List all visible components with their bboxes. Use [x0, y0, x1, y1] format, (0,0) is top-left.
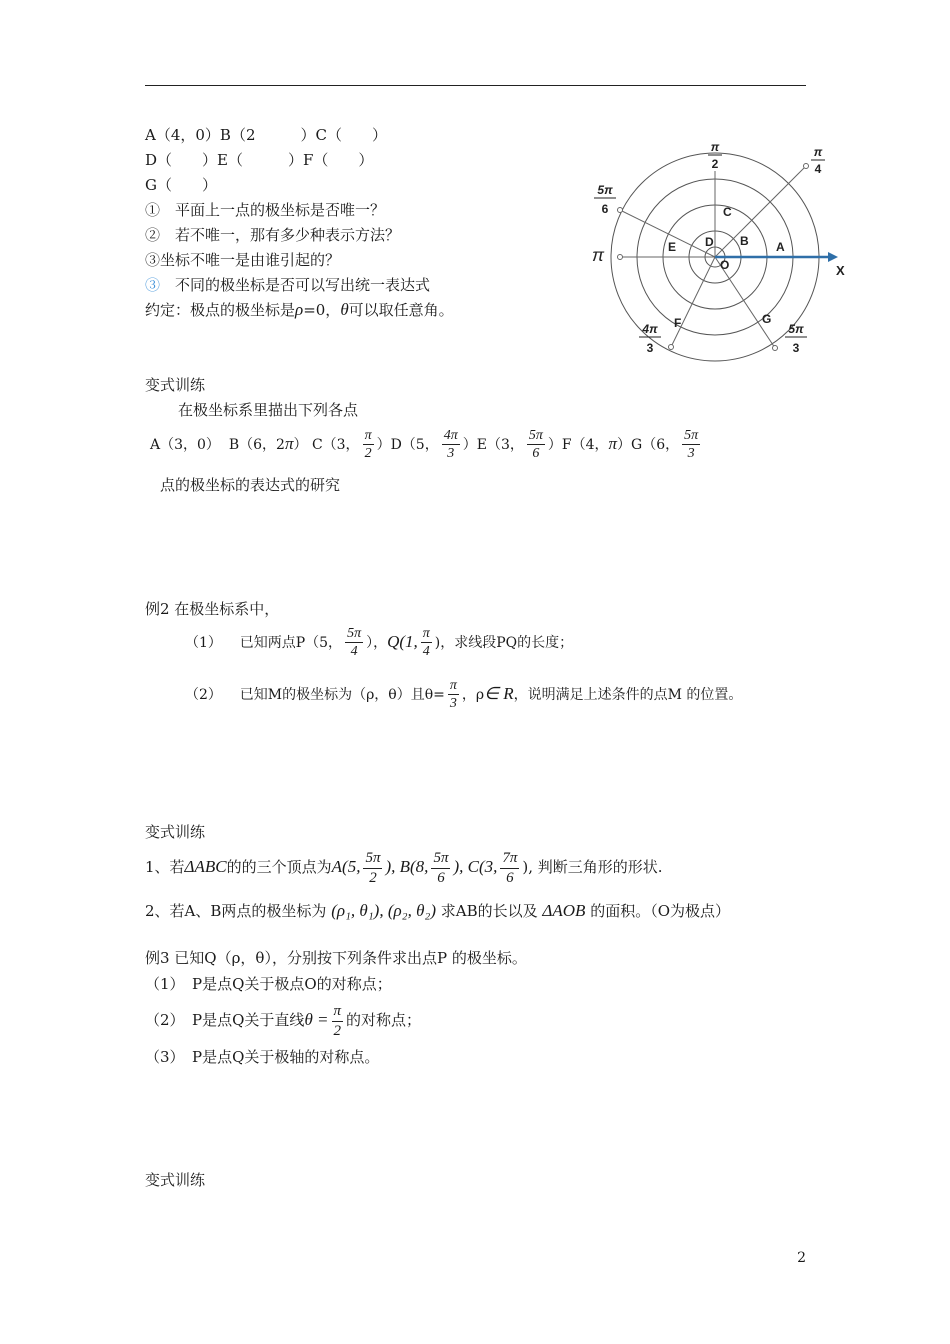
fraction-5pi-over-6: $\frac{5\pi}{6}$	[528, 428, 543, 462]
circled-three: ③	[145, 276, 161, 294]
question-4	[145, 278, 430, 293]
ray-end-marker	[618, 208, 623, 213]
label-pi: π	[591, 245, 605, 265]
label-5pi-over-3-den: 3	[792, 341, 800, 355]
page-number: 2	[797, 1250, 806, 1266]
intro-line-1: A（4，0）B（2 ）C（ ）	[145, 126, 387, 144]
example-2-part-1: （1） 已知两点P（5， $\frac{5\pi}{4}$ ），Q(1, $\frac{\pi}{4}$ )，求线段PQ的长度；	[185, 626, 574, 660]
point-B-text: B（6，2	[228, 436, 285, 453]
fraction-5pi-over-3: $\frac{5\pi}{3}$	[684, 428, 699, 462]
label-pi-over-2-num: π	[710, 140, 720, 154]
theta-symbol: θ	[340, 300, 349, 319]
point-label-C: C	[723, 205, 732, 219]
point-label-E: E	[668, 240, 677, 254]
point-label-A: A	[776, 240, 785, 254]
axis-label-x: X	[836, 263, 845, 278]
fraction-pi-over-4: $\frac{\pi}{4}$	[422, 626, 430, 660]
fraction-7pi-over-6: $\frac{7\pi}{6}$	[502, 850, 518, 886]
point-label-D: D	[705, 235, 714, 249]
example-2-part-2: （2） 已知M的极坐标为（ρ，θ）且θ= $\frac{\pi}{3}$ ，ρ∈ R，说明满足上述条件的点M 的位置。	[185, 678, 743, 712]
point-D-text: D（5，	[390, 436, 439, 453]
point-label-G: G	[762, 312, 772, 326]
label-5pi-over-6-den: 6	[601, 202, 609, 216]
fraction-pi-over-2: $\frac{\pi}{2}$	[333, 1003, 342, 1039]
label-pi-over-2-den: 2	[711, 157, 719, 171]
point-F-text: F（4，	[561, 436, 609, 453]
point-B-close: ）	[293, 436, 308, 453]
example-3-title: 例3 已知Q（ρ，θ），分别按下列条件求出点P 的极坐标。	[145, 949, 527, 967]
practice-3-title: 变式训练	[145, 1171, 206, 1189]
convention	[145, 301, 454, 318]
point-label-B: B	[740, 234, 749, 248]
fraction-pi-over-3: $\frac{\pi}{3}$	[449, 678, 457, 712]
question-4-text: 不同的极坐标是否可以写出统一表达式	[160, 276, 431, 294]
fraction-pi-over-2: $\frac{\pi}{2}$	[364, 428, 372, 462]
ray-end-marker	[804, 164, 809, 169]
polar-diagram	[580, 135, 850, 365]
example-3-condition-3: （3） P是点Q关于极轴的对称点。	[145, 1048, 380, 1066]
intro-line-3: G（ ）	[145, 176, 217, 194]
label-4pi-over-3-den: 3	[646, 341, 654, 355]
point-A: A（3，0）	[150, 436, 220, 453]
example-2-title: 例2 在极坐标系中，	[145, 600, 280, 618]
label-4pi-over-3-num: 4π	[642, 322, 658, 336]
pi-symbol: π	[284, 433, 294, 453]
question-2: ② 若不唯一，那有多少种表示方法？	[145, 226, 401, 244]
label-pi-over-4-num: π	[813, 145, 823, 159]
intro-line-2: D（ ）E（ ）F（ ）	[145, 151, 374, 169]
header-rule	[145, 85, 806, 86]
point-label-F: F	[674, 316, 682, 330]
practice-2-question-1: 1、若ΔABC的的三个顶点为A(5, $\frac{5\pi}{2}$ ), B(8, $\frac{5\pi}{6}$ ), C(3, $\frac{7\pi}{6}$ ), 判断三角形的形状.	[145, 850, 663, 886]
ray-end-marker	[618, 255, 623, 260]
fraction-5pi-over-2: $\frac{5\pi}{2}$	[365, 850, 381, 886]
convention-text-c: 可以取任意角。	[348, 301, 454, 319]
practice-1-title: 变式训练	[145, 376, 206, 394]
label-5pi-over-6-num: 5π	[597, 183, 613, 197]
ray-end-marker	[669, 345, 674, 350]
point-G-text: G（6，	[631, 436, 680, 453]
fraction-5pi-over-6: $\frac{5\pi}{6}$	[433, 850, 449, 886]
practice-2-question-2: 2、若A、B两点的极坐标为 (ρ₁, θ₁), (ρ₂, θ₂) 求AB的长以及 ΔAOB 的面积。（O为极点）	[145, 901, 731, 920]
practice-1-instruction: 在极坐标系里描出下列各点	[178, 401, 359, 419]
question-1: ① 平面上一点的极坐标是否唯一？	[145, 201, 386, 219]
practice-1-subtitle: 点的极坐标的表达式的研究	[160, 476, 341, 494]
convention-text-a: 约定：极点的极坐标是	[145, 301, 296, 319]
rho-symbol: ρ	[295, 300, 304, 319]
point-C-text: C（3，	[311, 436, 360, 453]
example-3-condition-1: （1） P是点Q关于极点O的对称点；	[145, 975, 392, 993]
ray-end-marker	[773, 346, 778, 351]
pole-label-O: O	[720, 258, 730, 272]
question-3: ③坐标不唯一是由谁引起的？	[145, 251, 341, 269]
example-3-condition-2: （2） P是点Q关于直线θ = $\frac{\pi}{2}$ 的对称点；	[145, 1003, 422, 1039]
label-pi-over-4-den: 4	[814, 162, 822, 176]
label-5pi-over-3-num: 5π	[788, 322, 804, 336]
fraction-5pi-over-4: $\frac{5\pi}{4}$	[347, 626, 362, 660]
pi-symbol: π	[608, 433, 618, 453]
convention-text-b: =0，	[303, 301, 341, 319]
practice-1-points: A（3，0） B（6，2π） C（3， $\frac{\pi}{2}$ ）D（5， $\frac{4\pi}{3}$ ）E（3， $\frac{5\pi}{6}$ ）F（4，π）G（6， $\frac{5\pi}{3}$	[150, 428, 699, 462]
polar-axis-arrowhead	[828, 252, 838, 262]
fraction-4pi-over-3: $\frac{4\pi}{3}$	[443, 428, 458, 462]
point-E-text: E（3，	[476, 436, 524, 453]
practice-2-title: 变式训练	[145, 823, 206, 841]
